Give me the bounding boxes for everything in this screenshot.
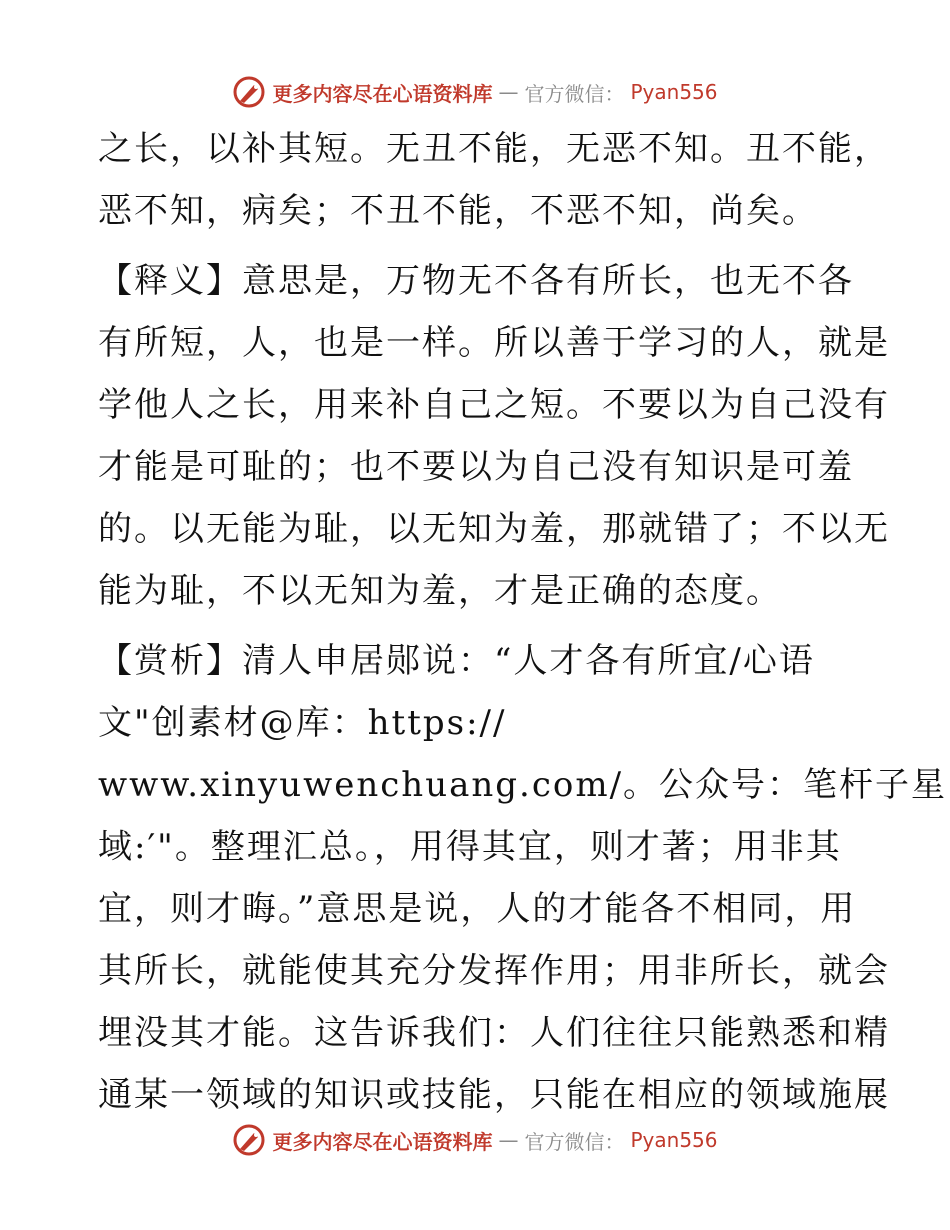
footer-banner-inner	[232, 1123, 717, 1157]
header-banner	[0, 72, 950, 112]
header-separator: —	[498, 80, 519, 104]
text-line: 的。以无能为耻，以无知为羞，那就错了；不以无	[98, 509, 890, 549]
footer-brand-text: 更多内容尽在心语资料库	[272, 1129, 493, 1154]
text-line: 文"创素材@库：https://	[98, 703, 507, 743]
footer-wechat-id: Pyan556	[630, 1128, 718, 1152]
text-line: 通某一领域的知识或技能，只能在相应的领域施展	[98, 1075, 890, 1115]
text-line: www.xinyuwenchuang.com/。公众号：笔杆子星	[98, 765, 948, 805]
pen-nib-logo-icon	[232, 75, 266, 109]
text-line: 【赏析】清人申居郧说：“人才各有所宜/心语	[98, 641, 815, 681]
text-line: 有所短，人，也是一样。所以善于学习的人，就是	[98, 323, 890, 363]
text-line: 之长，以补其短。无丑不能，无恶不知。丑不能，	[98, 129, 890, 169]
paragraph-appreciation	[98, 630, 948, 1126]
document-body	[98, 118, 948, 1126]
header-wechat-label: 官方微信：	[524, 81, 625, 106]
footer-banner	[0, 1120, 950, 1160]
text-line: 埋没其才能。这告诉我们：人们往往只能熟悉和精	[98, 1013, 890, 1053]
text-line: 恶不知，病矣；不丑不能，不恶不知，尚矣。	[98, 191, 818, 231]
text-line: 【释义】意思是，万物无不各有所长，也无不各	[98, 261, 854, 301]
text-line: 能为耻，不以无知为羞，才是正确的态度。	[98, 571, 782, 611]
header-brand-text: 更多内容尽在心语资料库	[272, 81, 493, 106]
text-line: 域:′"。整理汇总。，用得其宜，则才著；用非其	[98, 827, 842, 867]
text-line: 宜，则才晦。”意思是说，人的才能各不相同，用	[98, 889, 857, 929]
text-line: 才能是可耻的；也不要以为自己没有知识是可羞	[98, 447, 854, 487]
footer-wechat-label: 官方微信：	[524, 1129, 625, 1154]
header-banner-inner	[232, 75, 717, 109]
footer-separator: —	[498, 1128, 519, 1152]
header-wechat-id: Pyan556	[630, 80, 718, 104]
pen-nib-logo-icon	[232, 1123, 266, 1157]
text-line: 其所长，就能使其充分发挥作用；用非所长，就会	[98, 951, 890, 991]
paragraph-continuation	[98, 118, 890, 242]
paragraph-interpretation	[98, 250, 890, 622]
text-line: 学他人之长，用来补自己之短。不要以为自己没有	[98, 385, 890, 425]
